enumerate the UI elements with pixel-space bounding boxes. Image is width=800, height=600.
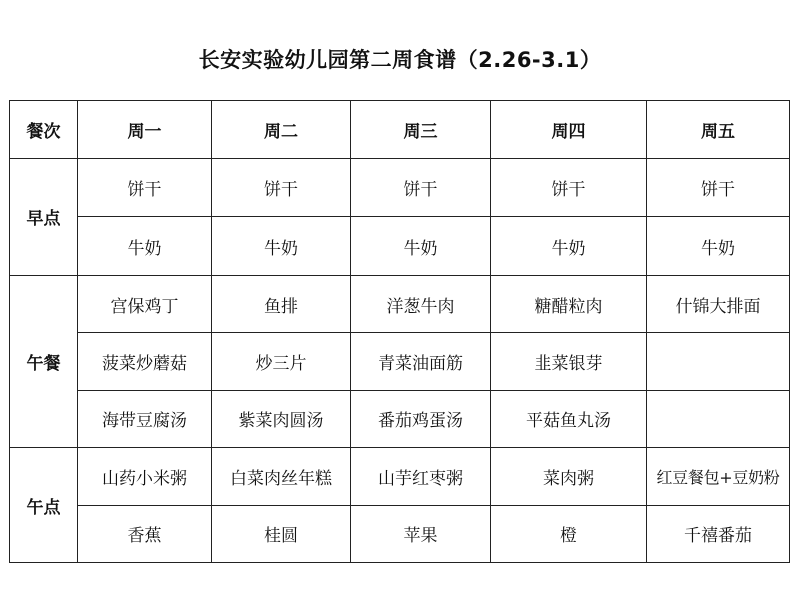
table-cell: 饼干 [212,159,351,217]
table-row [10,333,790,390]
table-cell: 苹果 [351,505,491,562]
header-row [10,101,790,159]
table-cell: 炒三片 [212,333,351,390]
table-cell: 糖醋粒肉 [491,275,647,332]
table-cell: 牛奶 [351,217,491,275]
table-cell: 番茄鸡蛋汤 [351,390,491,447]
table-cell: 白菜肉丝年糕 [212,448,351,505]
table-cell: 牛奶 [491,217,647,275]
header-tuesday: 周二 [212,101,351,159]
table-row [10,390,790,447]
table-row [10,275,790,332]
table-cell: 饼干 [78,159,212,217]
table-cell: 饼干 [351,159,491,217]
table-cell: 韭菜银芽 [491,333,647,390]
meal-label-afternoon: 午点 [10,448,78,563]
table-cell: 紫菜肉圆汤 [212,390,351,447]
table-cell: 饼干 [647,159,790,217]
table-row [10,159,790,217]
table-cell: 红豆餐包+豆奶粉 [647,448,790,505]
table-cell: 饼干 [491,159,647,217]
table-cell: 山芋红枣粥 [351,448,491,505]
table-cell: 青菜油面筋 [351,333,491,390]
header-friday: 周五 [647,101,790,159]
meal-label-lunch: 午餐 [10,275,78,447]
table-cell: 香蕉 [78,505,212,562]
table-cell [647,390,790,447]
meal-label-morning: 早点 [10,159,78,276]
table-cell: 宫保鸡丁 [78,275,212,332]
table-cell: 什锦大排面 [647,275,790,332]
table-cell: 菠菜炒蘑菇 [78,333,212,390]
table-cell [647,333,790,390]
table-row [10,448,790,505]
header-meal: 餐次 [10,101,78,159]
header-thursday: 周四 [491,101,647,159]
table-cell: 千禧番茄 [647,505,790,562]
table-cell: 牛奶 [212,217,351,275]
table-cell: 牛奶 [647,217,790,275]
table-cell: 鱼排 [212,275,351,332]
table-cell: 菜肉粥 [491,448,647,505]
header-monday: 周一 [78,101,212,159]
table-cell: 平菇鱼丸汤 [491,390,647,447]
header-wednesday: 周三 [351,101,491,159]
table-cell: 洋葱牛肉 [351,275,491,332]
page-title: 长安实验幼儿园第二周食谱（2.26-3.1） [198,48,602,72]
table-cell: 橙 [491,505,647,562]
menu-table [9,100,790,563]
table-cell: 海带豆腐汤 [78,390,212,447]
table-row [10,505,790,562]
table-cell: 桂圆 [212,505,351,562]
table-cell: 山药小米粥 [78,448,212,505]
table-row [10,217,790,275]
table-cell: 牛奶 [78,217,212,275]
